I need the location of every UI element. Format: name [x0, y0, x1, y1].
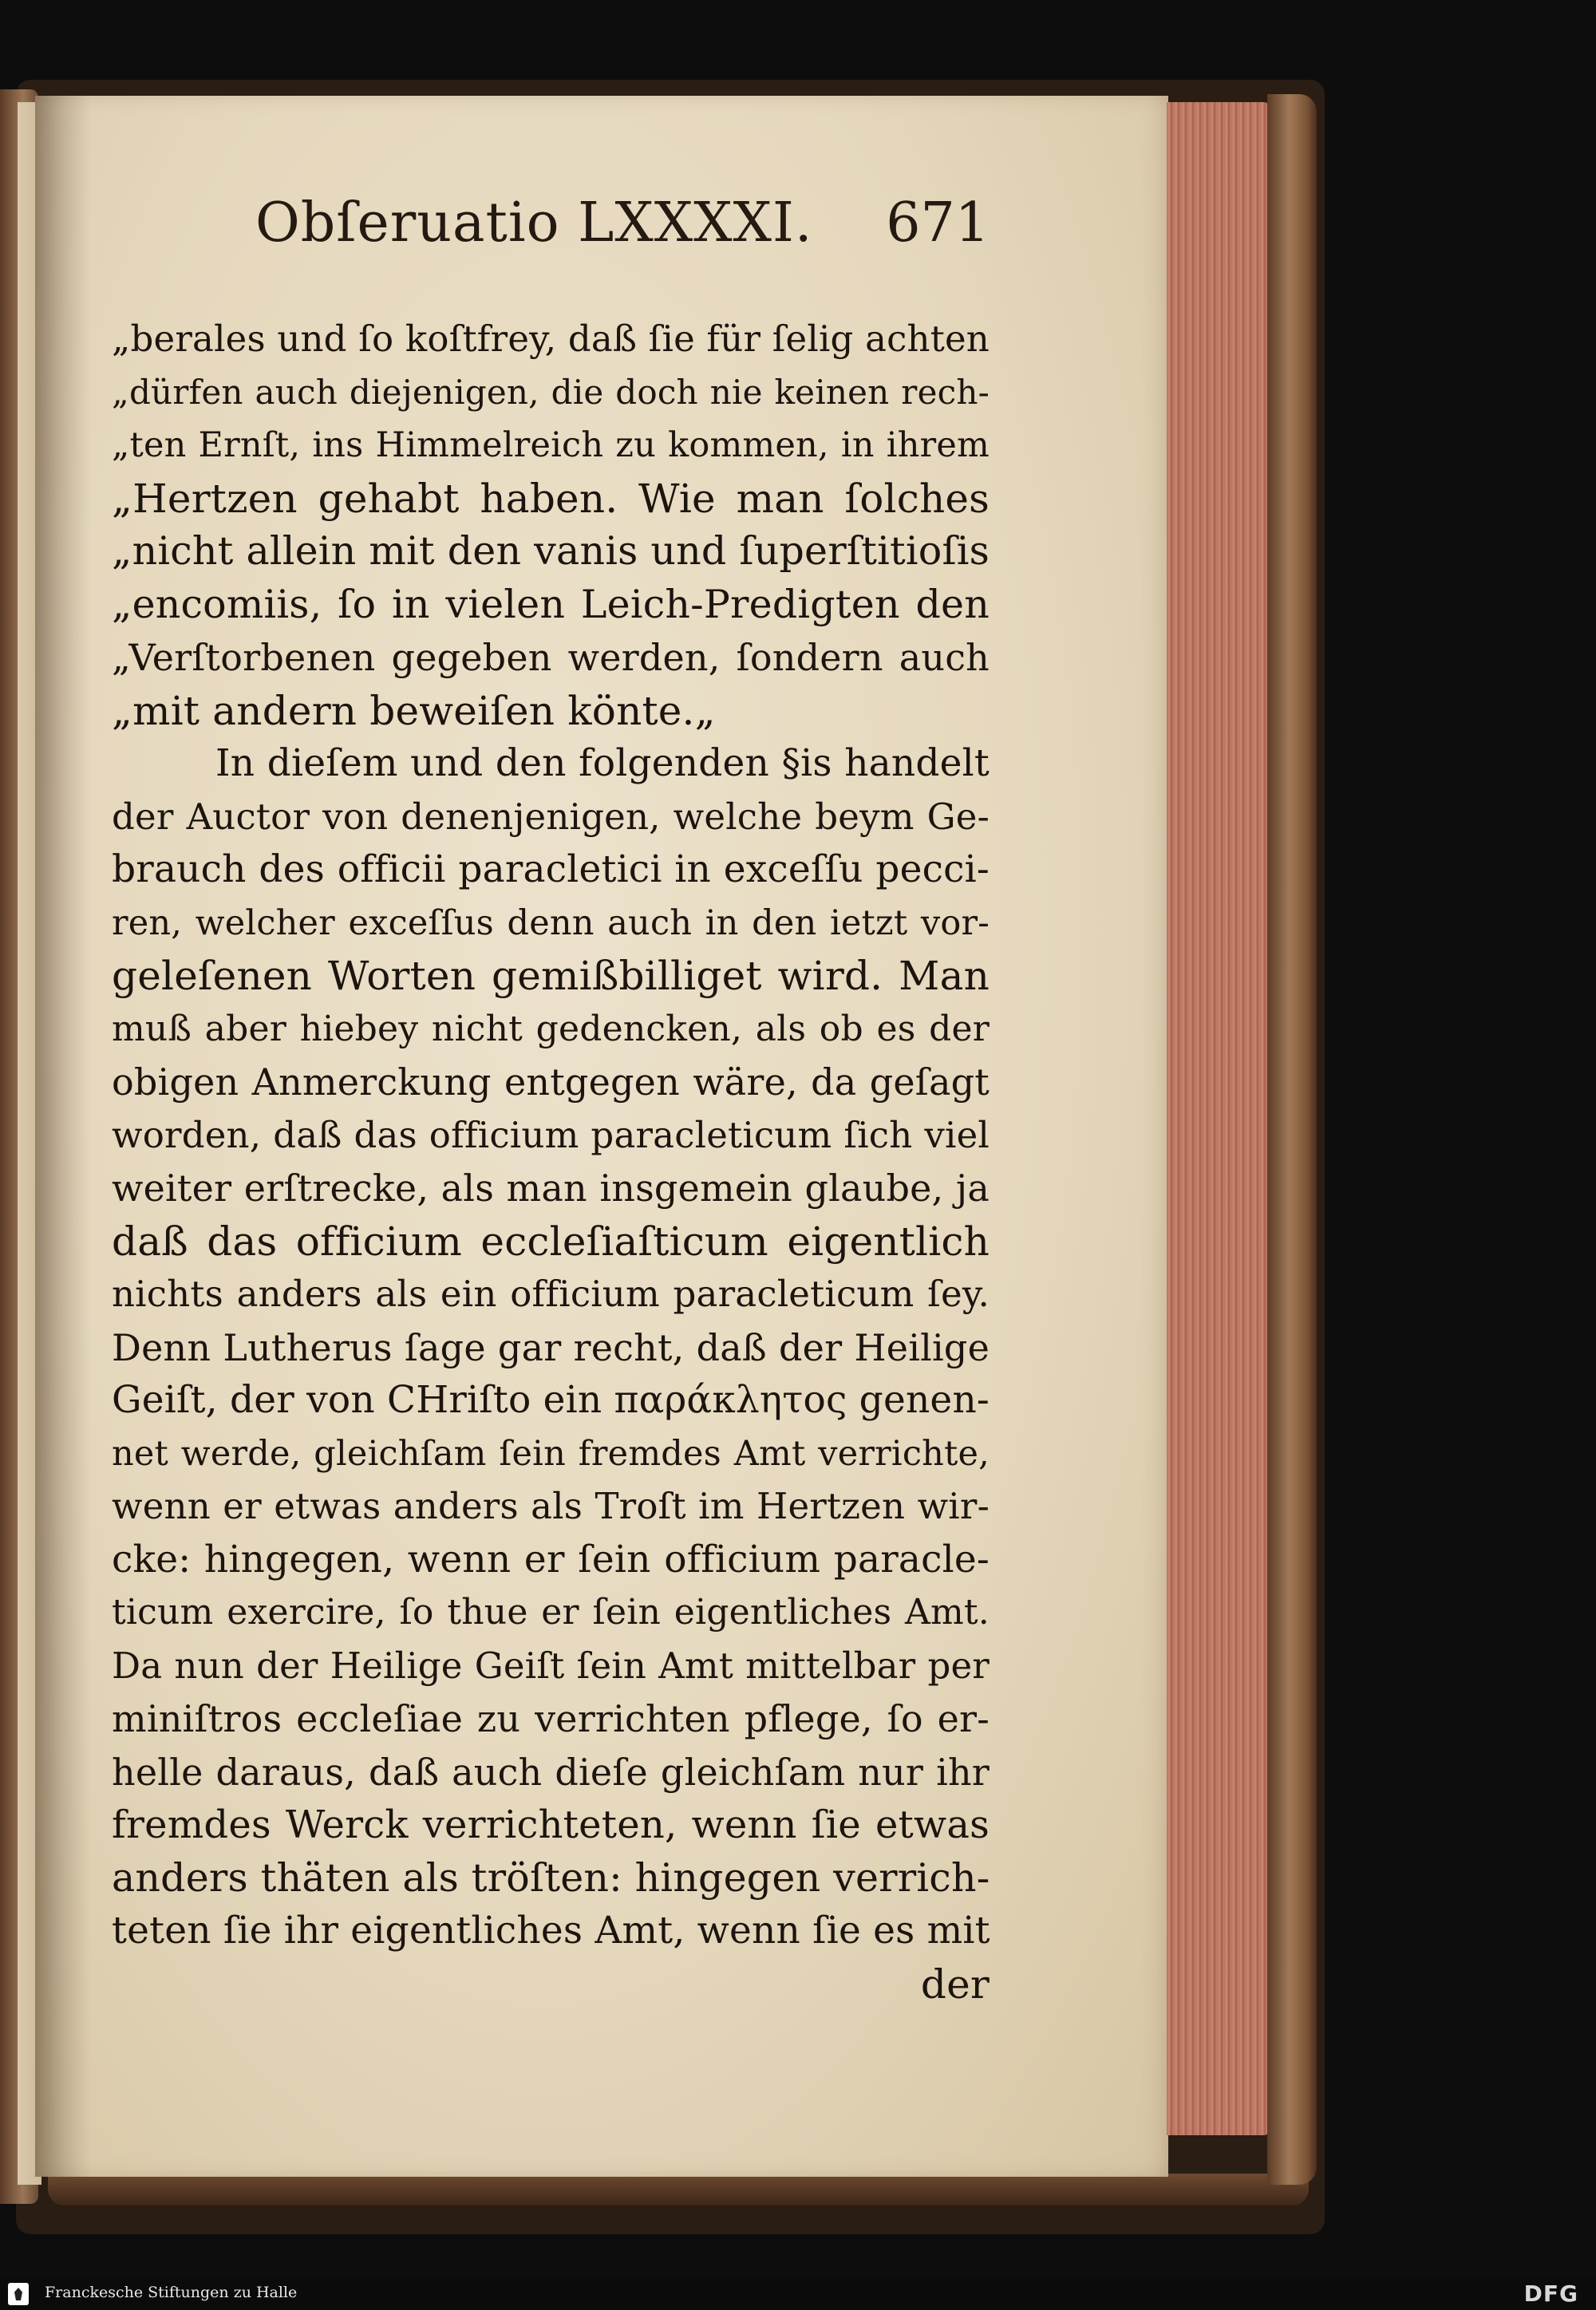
text-line: „encomiis, ſo in vielen Leich-Predigten den — [112, 581, 990, 627]
right-cover — [1267, 94, 1317, 2185]
text-line: wenn er etwas anders als Troſt im Hertzen wir- — [112, 1485, 990, 1527]
text-line: obigen Anmerckung entgegen wäre, da geſagt — [112, 1060, 990, 1104]
text-line: muß aber hiebey nicht gedencken, als ob es der — [112, 1008, 990, 1049]
text-line: der Auctor von denenjenigen, welche beym Ge- — [112, 795, 990, 838]
text-line: „Verſtorbenen gegeben werden, ſondern auch — [112, 636, 990, 679]
text-line: weiter erſtrecke, als man insgemein glaube, ja — [112, 1167, 990, 1210]
catchword: der — [920, 1961, 990, 2008]
text-line: „dürfen auch diejenigen, die doch nie keinen rech- — [112, 372, 990, 412]
text-line: fremdes Werck verrichteten, wenn ſie etwas — [112, 1803, 990, 1847]
text-line: ren, welcher exceſſus denn auch in den ietzt vor- — [112, 902, 990, 943]
body-text — [112, 313, 990, 2011]
text-line: anders thäten als tröſten: hingegen verrich- — [112, 1854, 990, 1901]
text-line: miniſtros eccleſiae zu verrichten pflege, ſo er- — [112, 1697, 990, 1740]
text-line: brauch des officii paracletici in exceſſu pecci- — [112, 847, 990, 891]
page-fore-edge — [1167, 102, 1269, 2135]
text-line: worden, daß das officium paracleticum ſich viel — [112, 1113, 990, 1156]
text-line: cke: hingegen, wenn er ſein officium paracle- — [112, 1537, 990, 1581]
text-line: helle daraus, daß auch dieſe gleichſam nur ihr — [112, 1750, 990, 1794]
institution-name: Franckesche Stiftungen zu Halle — [45, 2284, 298, 2301]
bottom-cover — [48, 2174, 1309, 2205]
dfg-logo: DFG — [1523, 2280, 1578, 2307]
text-line: „berales und ſo koſtfrey, daß ſie für ſelig achten — [112, 318, 990, 360]
text-line: daß das officium eccleſiaſticum eigentlich — [112, 1218, 990, 1265]
text-line: „mit andern beweiſen könte.„ — [112, 687, 716, 734]
page-number: 671 — [886, 192, 990, 255]
text-line: „ten Ernſt, ins Himmelreich zu kommen, in ihrem — [112, 425, 990, 465]
observation-title: Obſeruatio LXXXXI. — [255, 192, 813, 255]
institution-logo-icon — [8, 2283, 29, 2305]
text-line: Denn Lutherus ſage gar recht, daß der Heilige — [112, 1325, 990, 1369]
text-line: Da nun der Heilige Geiſt ſein Amt mittelbar per — [112, 1644, 990, 1687]
viewer-footer — [0, 2278, 1596, 2310]
text-line: net werde, gleichſam ſein fremdes Amt verrichte, — [112, 1433, 990, 1474]
text-line: In dieſem und den folgenden §is handelt — [215, 741, 990, 785]
text-line: geleſenen Worten gemißbilliget wird. Man — [112, 953, 990, 999]
text-line: nichts anders als ein officium paracleticum ſey. — [112, 1273, 990, 1315]
text-line: teten ſie ihr eigentliches Amt, wenn ſie es mit — [112, 1909, 990, 1953]
gutter-shade — [35, 96, 91, 2177]
text-line: „nicht allein mit den vanis und ſuperſtitioſis — [112, 528, 990, 574]
text-line: „Hertzen gehabt haben. Wie man ſolches — [112, 475, 990, 522]
text-line: Geiſt, der von CHriſto ein παράκλητος genen- — [112, 1378, 990, 1422]
running-header — [255, 192, 990, 255]
text-line: ticum exercire, ſo thue er ſein eigentliches Amt. — [112, 1592, 990, 1633]
